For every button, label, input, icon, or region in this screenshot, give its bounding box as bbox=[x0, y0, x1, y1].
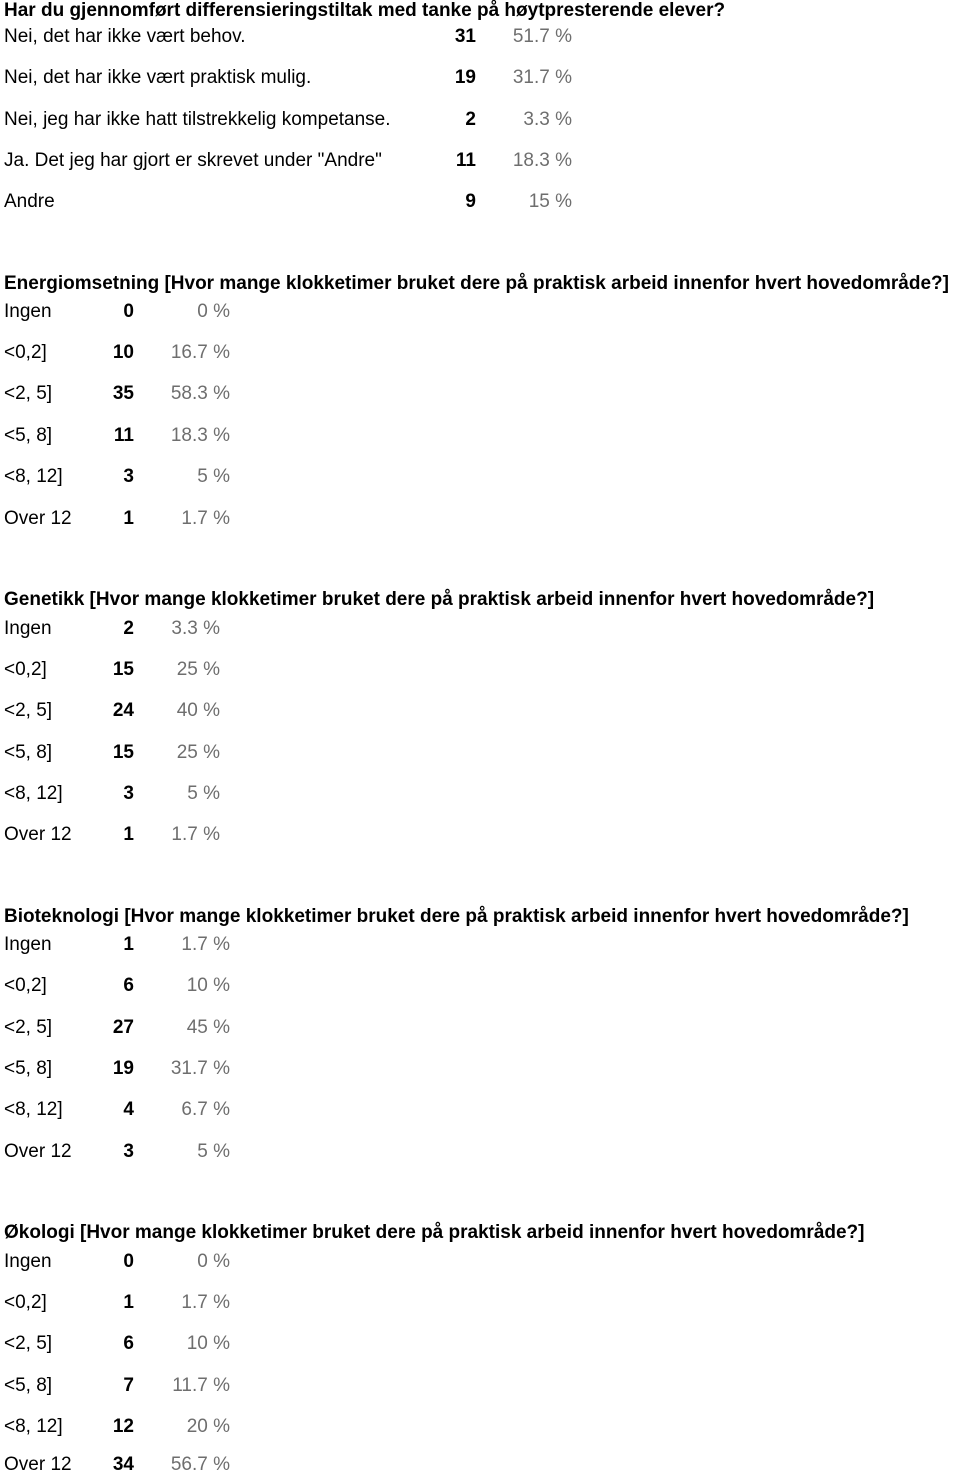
row-percent: 5 % bbox=[187, 783, 220, 804]
row-label: Ingen bbox=[4, 618, 52, 639]
row-count: 24 bbox=[112, 700, 134, 721]
row-count: 15 bbox=[112, 742, 134, 763]
table-row bbox=[4, 1414, 304, 1440]
row-percent: 25 % bbox=[176, 742, 220, 763]
row-percent: 31.7 % bbox=[170, 1058, 230, 1079]
row-label: <2, 5] bbox=[4, 1333, 53, 1354]
row-label: <5, 8] bbox=[4, 1058, 53, 1079]
row-label: <8, 12] bbox=[4, 466, 63, 487]
row-percent: 56.7 % bbox=[170, 1454, 230, 1475]
table-row bbox=[4, 1331, 304, 1357]
table-row bbox=[4, 189, 604, 215]
row-count: 1 bbox=[123, 824, 134, 845]
table-row bbox=[4, 657, 304, 683]
row-percent: 20 % bbox=[186, 1416, 230, 1437]
table-row bbox=[4, 740, 304, 766]
row-count: 1 bbox=[123, 934, 134, 955]
row-count: 4 bbox=[123, 1099, 134, 1120]
row-percent: 0 % bbox=[197, 1251, 230, 1272]
table-row bbox=[4, 148, 604, 174]
row-percent: 18.3 % bbox=[512, 150, 572, 171]
row-count: 35 bbox=[112, 383, 134, 404]
question-heading: Genetikk [Hvor mange klokketimer bruket dere på praktisk arbeid innenfor hvert hovedområde?] bbox=[4, 589, 875, 610]
row-label: Nei, jeg har ikke hatt tilstrekkelig kompetanse. bbox=[4, 109, 391, 130]
row-label: <2, 5] bbox=[4, 700, 53, 721]
table-row bbox=[4, 107, 604, 133]
row-percent: 1.7 % bbox=[181, 1292, 230, 1313]
row-percent: 5 % bbox=[197, 1141, 230, 1162]
row-label: Ja. Det jeg har gjort er skrevet under "Andre" bbox=[4, 150, 382, 171]
table-row bbox=[4, 24, 604, 50]
table-row bbox=[4, 1056, 304, 1082]
row-label: Nei, det har ikke vært behov. bbox=[4, 26, 246, 47]
row-count: 31 bbox=[454, 26, 476, 47]
row-percent: 10 % bbox=[186, 975, 230, 996]
row-percent: 16.7 % bbox=[170, 342, 230, 363]
row-count: 3 bbox=[123, 466, 134, 487]
table-row bbox=[4, 1015, 304, 1041]
row-count: 27 bbox=[112, 1017, 134, 1038]
table-row bbox=[4, 1097, 304, 1123]
row-count: 9 bbox=[465, 191, 476, 212]
table-row bbox=[4, 340, 304, 366]
row-count: 6 bbox=[123, 975, 134, 996]
row-count: 11 bbox=[455, 150, 476, 171]
row-count: 0 bbox=[123, 1251, 134, 1272]
row-label: <5, 8] bbox=[4, 742, 53, 763]
row-label: Ingen bbox=[4, 1251, 52, 1272]
row-percent: 6.7 % bbox=[181, 1099, 230, 1120]
table-row bbox=[4, 423, 304, 449]
table-row bbox=[4, 781, 304, 807]
row-count: 2 bbox=[465, 109, 476, 130]
row-percent: 25 % bbox=[176, 659, 220, 680]
row-percent: 58.3 % bbox=[170, 383, 230, 404]
row-percent: 45 % bbox=[186, 1017, 230, 1038]
row-percent: 1.7 % bbox=[181, 508, 230, 529]
row-count: 10 bbox=[112, 342, 134, 363]
table-row bbox=[4, 65, 604, 91]
row-count: 1 bbox=[123, 508, 134, 529]
row-count: 0 bbox=[123, 301, 134, 322]
table-row bbox=[4, 698, 304, 724]
row-count: 19 bbox=[454, 67, 476, 88]
row-label: Ingen bbox=[4, 301, 52, 322]
table-row bbox=[4, 299, 304, 325]
row-percent: 1.7 % bbox=[171, 824, 220, 845]
row-count: 3 bbox=[123, 783, 134, 804]
question-heading: Energiomsetning [Hvor mange klokketimer bruket dere på praktisk arbeid innenfor hvert hovedområde?] bbox=[4, 273, 949, 294]
row-label: <0,2] bbox=[4, 1292, 47, 1313]
row-label: <2, 5] bbox=[4, 383, 53, 404]
row-percent: 18.3 % bbox=[170, 425, 230, 446]
table-row bbox=[4, 1452, 304, 1478]
row-percent: 5 % bbox=[197, 466, 230, 487]
row-percent: 10 % bbox=[186, 1333, 230, 1354]
row-count: 34 bbox=[112, 1454, 134, 1475]
row-label: <5, 8] bbox=[4, 1375, 53, 1396]
row-count: 19 bbox=[112, 1058, 134, 1079]
row-label: <0,2] bbox=[4, 342, 47, 363]
row-count: 1 bbox=[123, 1292, 134, 1313]
question-heading: Bioteknologi [Hvor mange klokketimer bruket dere på praktisk arbeid innenfor hvert hovedområde?] bbox=[4, 906, 909, 927]
row-percent: 11.7 % bbox=[172, 1375, 230, 1396]
row-label: <2, 5] bbox=[4, 1017, 53, 1038]
row-percent: 51.7 % bbox=[512, 26, 572, 47]
row-count: 6 bbox=[123, 1333, 134, 1354]
row-percent: 0 % bbox=[197, 301, 230, 322]
table-row bbox=[4, 506, 304, 532]
row-count: 15 bbox=[112, 659, 134, 680]
table-row bbox=[4, 1139, 304, 1165]
row-label: <5, 8] bbox=[4, 425, 53, 446]
table-row bbox=[4, 822, 304, 848]
row-label: Ingen bbox=[4, 934, 52, 955]
row-count: 7 bbox=[123, 1375, 134, 1396]
row-label: Over 12 bbox=[4, 1454, 72, 1475]
table-row bbox=[4, 973, 304, 999]
row-count: 2 bbox=[123, 618, 134, 639]
row-label: Nei, det har ikke vært praktisk mulig. bbox=[4, 67, 312, 88]
row-label: Over 12 bbox=[4, 824, 72, 845]
row-label: <0,2] bbox=[4, 659, 47, 680]
row-percent: 3.3 % bbox=[523, 109, 572, 130]
table-row bbox=[4, 1373, 304, 1399]
row-percent: 31.7 % bbox=[512, 67, 572, 88]
row-percent: 3.3 % bbox=[171, 618, 220, 639]
row-label: <8, 12] bbox=[4, 783, 63, 804]
row-label: Andre bbox=[4, 191, 55, 212]
table-row bbox=[4, 381, 304, 407]
table-row bbox=[4, 932, 304, 958]
row-count: 12 bbox=[112, 1416, 134, 1437]
table-row bbox=[4, 616, 304, 642]
row-label: Over 12 bbox=[4, 1141, 72, 1162]
question-heading: Økologi [Hvor mange klokketimer bruket dere på praktisk arbeid innenfor hvert hovedområde?] bbox=[4, 1222, 865, 1243]
row-label: Over 12 bbox=[4, 508, 72, 529]
row-count: 3 bbox=[123, 1141, 134, 1162]
row-count: 11 bbox=[113, 425, 134, 446]
row-percent: 15 % bbox=[528, 191, 572, 212]
table-row bbox=[4, 464, 304, 490]
question-heading: Har du gjennomført differensieringstiltak med tanke på høytpresterende elever? bbox=[4, 0, 726, 21]
table-row bbox=[4, 1290, 304, 1316]
table-row bbox=[4, 1249, 304, 1275]
row-label: <8, 12] bbox=[4, 1416, 63, 1437]
row-percent: 1.7 % bbox=[181, 934, 230, 955]
row-label: <8, 12] bbox=[4, 1099, 63, 1120]
row-label: <0,2] bbox=[4, 975, 47, 996]
row-percent: 40 % bbox=[176, 700, 220, 721]
